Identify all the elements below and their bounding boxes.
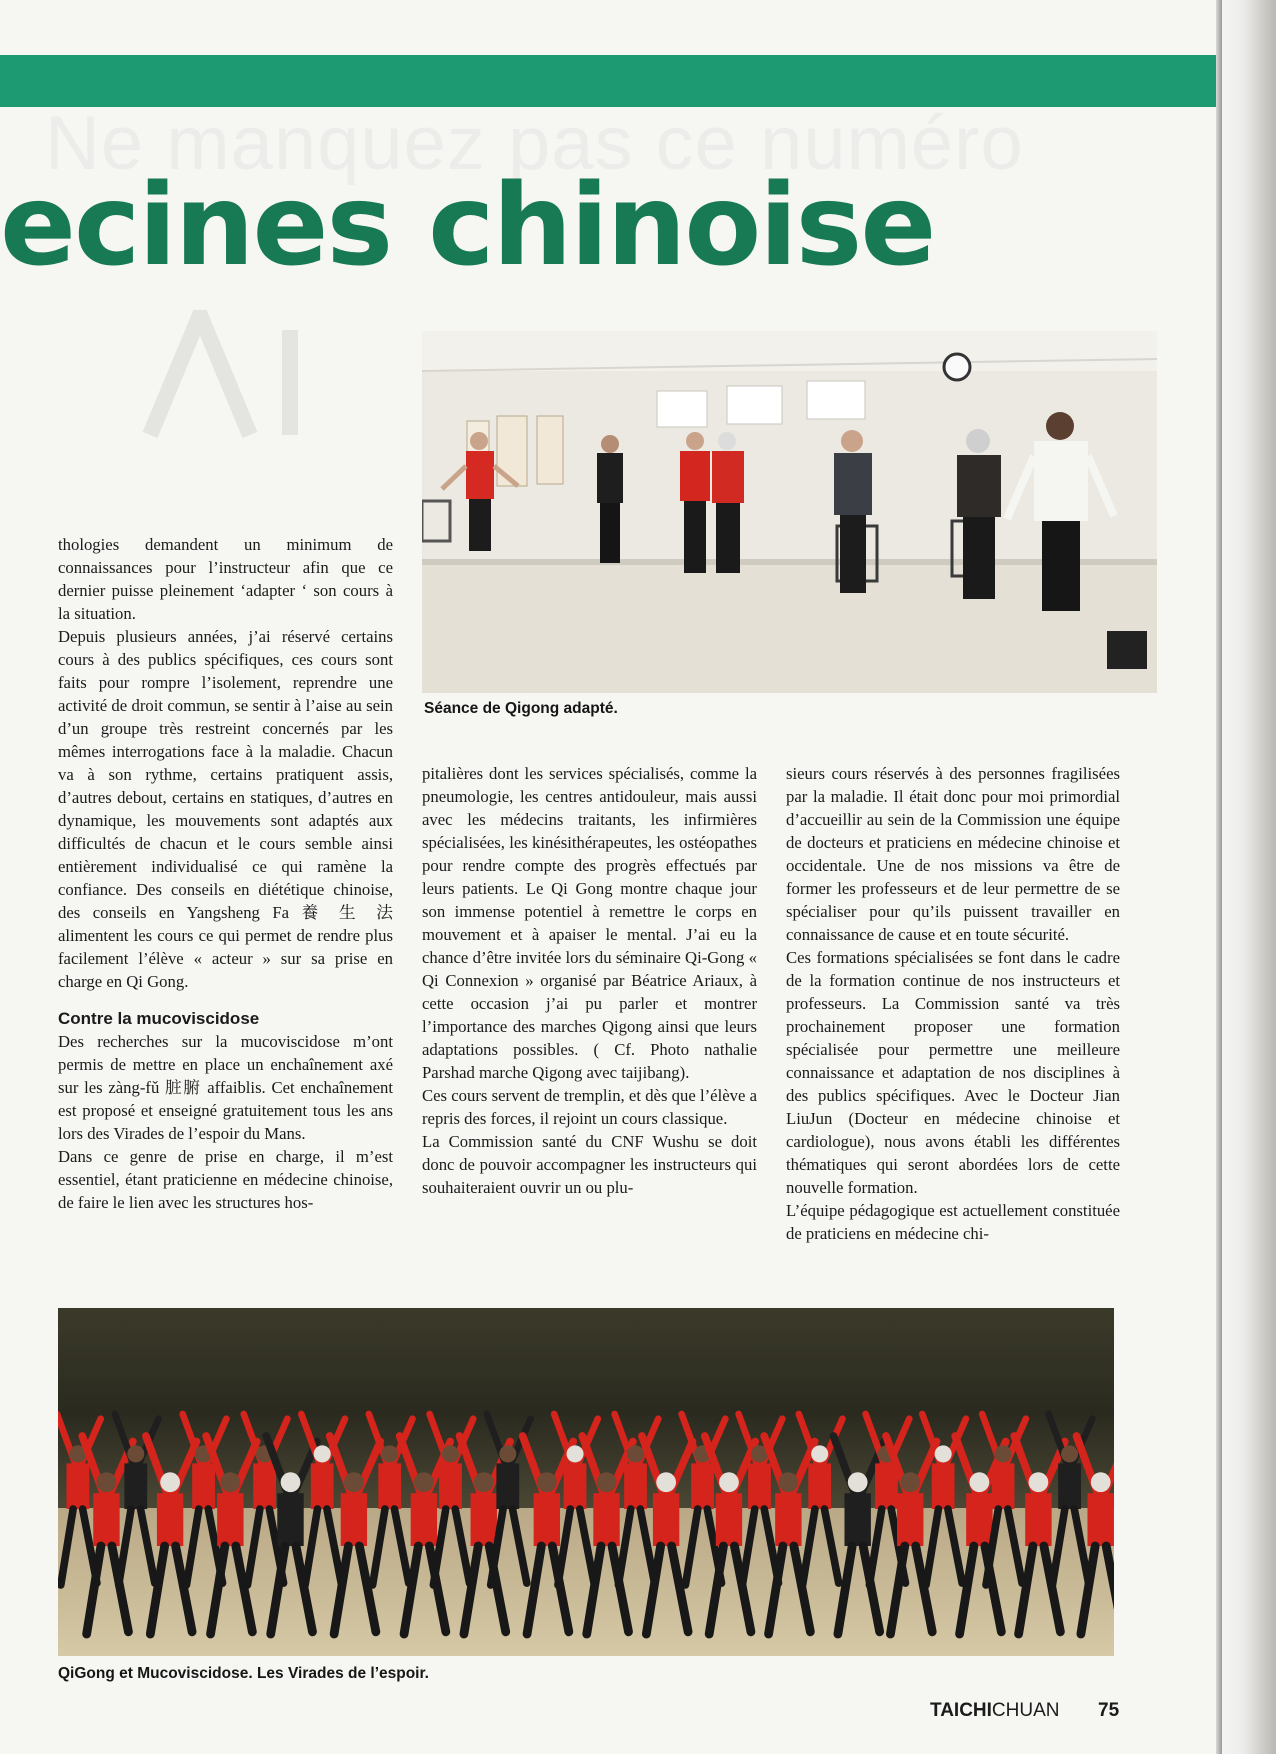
article-column-1: [58, 533, 393, 1214]
article-column-3: [786, 762, 1120, 1245]
magazine-brand: [930, 1700, 1059, 1722]
page-number: 75: [1098, 1700, 1120, 1721]
photo-qigong-session-image: [422, 331, 1157, 693]
col1-paragraph-1: thologies demandent un minimum de connaissances pour l’instructeur afin que ce dernier puisse pleinement ‘adapter ‘ son cours à la situation.: [58, 535, 393, 623]
page-title: ecines chinoise: [0, 161, 935, 291]
col3-paragraph-1: sieurs cours réservés à des personnes fragilisées par la maladie. Il était donc pour moi primordial d’accueillir au sein de la Commission une équipe de docteurs et praticiens en médecine chinoise et occidentale. Une de nos missions va être de former les professeurs et de leur permettre de se spécialiser pour qu’ils puissent travailler en connaissance de cause et en toute sécurité.: [786, 764, 1120, 944]
ghost-decoration: [140, 310, 400, 440]
photo-virades-group-image: [58, 1308, 1114, 1656]
section-heading-mucoviscidose: Contre la mucoviscidose: [58, 1009, 260, 1028]
photo-caption-top: Séance de Qigong adapté.: [424, 700, 618, 717]
brand-rest: CHUAN: [991, 1700, 1060, 1721]
page-gutter: [1222, 0, 1276, 1754]
col1-paragraph-4: Dans ce genre de prise en charge, il m’est essentiel, étant praticienne en médecine chinoise, de faire le lien avec les structures hos-: [58, 1147, 393, 1212]
photo-virades-group: [58, 1308, 1114, 1656]
col2-paragraph-3: La Commission santé du CNF Wushu se doit donc de pouvoir accompagner les instructeurs qui souhaiteraient ouvrir un ou plu-: [422, 1132, 757, 1197]
article-column-2: [422, 762, 757, 1199]
photo-qigong-session: [422, 331, 1157, 693]
col1-paragraph-2: Depuis plusieurs années, j’ai réservé certains cours à des publics spécifiques, ces cours sont faits pour rompre l’isolement, reprendre une activité de droit commun, se sentir à l’aise au sein d’un groupe très restreint concernés par les mêmes interrogations face à la maladie. Chacun va à son rythme, certains pratiquent assis, d’autres debout, certains en statiques, d’autres en dynamique, les mouvements sont adaptés aux difficultés de chacun et le cours semble ainsi entièrement individualisé ce qui ramène la confiance. Des conseils en diététique chinoise, des conseils en Yangsheng Fa 養 生 法 alimentent les cours ce qui permet de rendre plus facilement l’élève « acteur » sur sa prise en charge en Qi Gong.: [58, 627, 393, 991]
photo-caption-bottom: QiGong et Mucoviscidose. Les Virades de l’espoir.: [58, 1665, 429, 1682]
col3-paragraph-2: Ces formations spécialisées se font dans le cadre de la formation continue de nos instructeurs et professeurs. La Commission santé va très prochainement proposer une formation spécialisée pour permettre une meilleure connaissance et adaptation de nos disciplines à des publics spécifiques. Avec le Docteur Jian LiuJun (Docteur en médecine chinoise et cardiologue), nous avons établi les différentes thématiques qui seront abordées lors de cette nouvelle formation.: [786, 948, 1120, 1197]
col2-paragraph-1: pitalières dont les services spécialisés, comme la pneumologie, les centres antidouleur, mais aussi avec les médecins traitants, les infirmières spécialisées, les kinésithérapeutes, les ostéopathes pour rendre compte des progrès effectués par leurs patients. Le Qi Gong montre chaque jour son immense potentiel à remettre le corps en mouvement et à apaiser le mental. J’ai eu la chance d’être invitée lors du séminaire Qi-Gong « Qi Connexion » organisé par Béatrice Ariaux, à cette occasion j’ai pu parler et montrer l’importance des marches Qigong ainsi que leurs adaptations possibles. ( Cf. Photo nathalie Parshad marche Qigong avec taijibang).: [422, 764, 757, 1082]
col2-paragraph-2: Ces cours servent de tremplin, et dès que l’élève a repris des forces, il rejoint un cours classique.: [422, 1086, 757, 1128]
ghost-title: Ne manquez pas ce numéro: [45, 101, 1024, 186]
col3-paragraph-3: L’équipe pédagogique est actuellement constituée de praticiens en médecine chi-: [786, 1201, 1120, 1243]
col1-paragraph-3: Des recherches sur la mucoviscidose m’ont permis de mettre en place un enchaînement axé sur les zàng-fǔ 脏腑 affaiblis. Cet enchaînement est proposé et enseigné gratuitement tous les ans lors des Virades de l’espoir du Mans.: [58, 1032, 393, 1143]
brand-bold: TAICHI: [930, 1700, 992, 1721]
